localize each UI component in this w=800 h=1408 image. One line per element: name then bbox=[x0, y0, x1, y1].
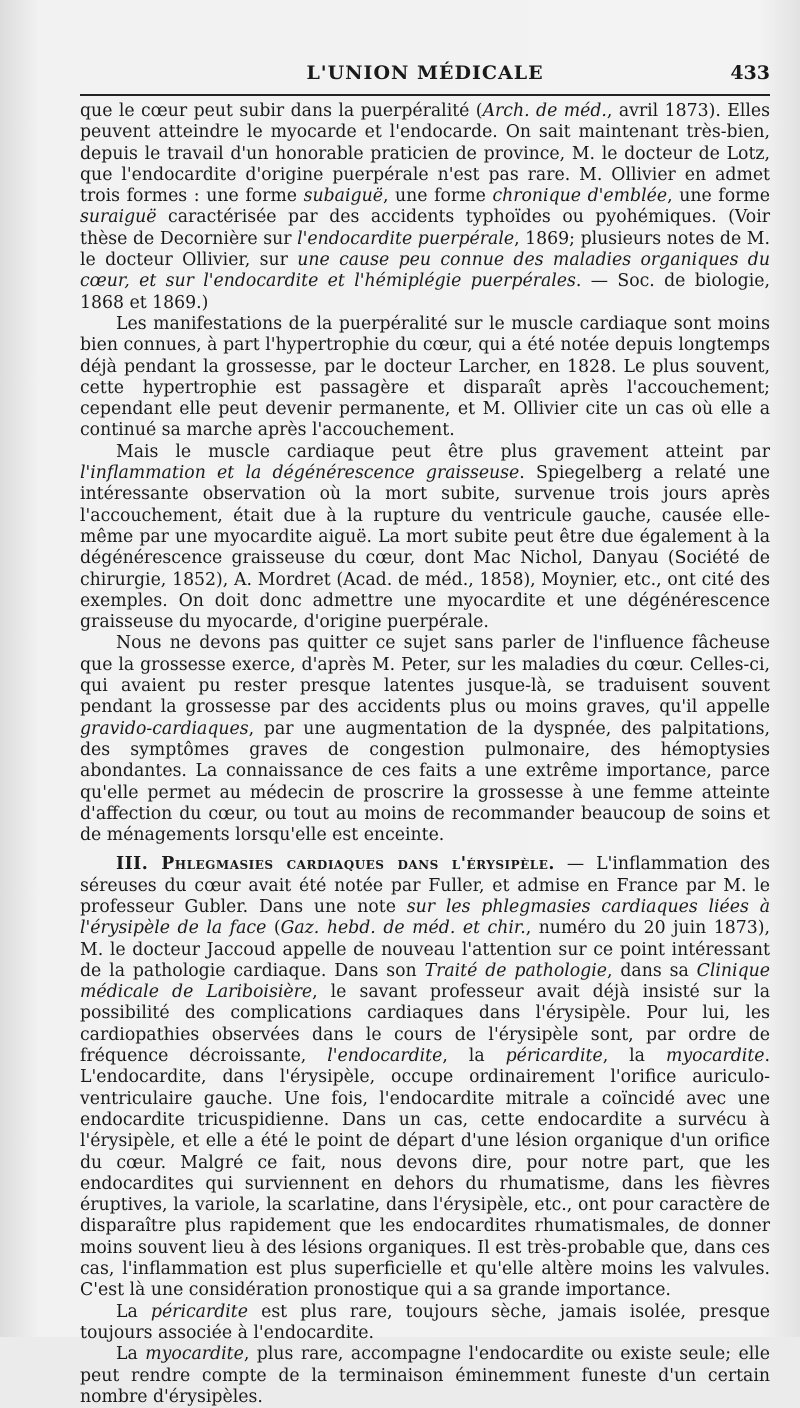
text-run: , la bbox=[602, 1046, 666, 1067]
paragraph-p7 bbox=[80, 1344, 770, 1408]
italic-run: myocardite bbox=[145, 1344, 244, 1365]
italic-run: sur les phlegmasies cardiaques liées à l'érysipèle de la face bbox=[80, 896, 770, 939]
italic-run: suraiguë bbox=[80, 207, 157, 228]
paragraph-p1 bbox=[80, 101, 770, 314]
italic-run: Clinique médicale de Lariboisière bbox=[80, 960, 770, 1003]
article-body bbox=[80, 101, 770, 1408]
italic-run: péricardite bbox=[150, 1301, 248, 1322]
italic-run: chronique d'emblée bbox=[492, 186, 668, 207]
text-run: — L'inflammation des séreuses du cœur avait été notée par Fuller, et admise en France par M. le professeur Gubler. Dans une note bbox=[80, 854, 770, 917]
text-run: que le cœur peut subir dans la puerpéralité ( bbox=[80, 101, 483, 121]
paragraph-p3 bbox=[80, 442, 770, 634]
text-run: . L'endocardite, dans l'érysipèle, occupe ordinairement l'orifice auriculo-ventriculaire gauche. Une fois, l'endocardite mitrale a coïncidé avec une endocardite tricuspidienne. Dans un cas, cette endocardite a survécu à l'érysipèle, et elle a été le point de départ d'une lésion organique d'un orifice du cœur. Malgré ce fait, nous devons dire, pour notre part, que les endocardites qui surviennent en dehors du rhumatisme, dans les fièvres éruptives, la variole, la scarlatine, dans l'érysipèle, etc., ont pour caractère de disparaître plus rapidement que les endocardites rhumatismales, de donner moins souvent lieu à des lésions organiques. Il est très-probable que, dans ces cas, l'inflammation est plus superficielle et qu'elle altère moins les valvules. C'est là une considération pronostique qui a sa grande importance. bbox=[80, 1046, 771, 1301]
text-run: , plus rare, accompagne l'endocardite ou existe seule; elle peut rendre compte de la terminaison éminemment funeste d'un certain nombre d'érysipèles. bbox=[80, 1344, 770, 1407]
italic-run: une cause peu connue des maladies organiques du cœur, et sur l'endocardite et l'hémiplégie puerpérales bbox=[80, 250, 770, 292]
italic-run: l'endocardite puerpérale bbox=[297, 228, 515, 249]
text-run: Nous ne devons pas quitter ce sujet sans parler de l'influence fâcheuse que la grossesse exerce, d'après M. Peter, sur les maladies du cœur. Celles-ci, qui avaient pu rester presque latentes jusque-là, se traduisent souvent pendant la grossesse par des accidents plus ou moins graves, qu'il appelle bbox=[80, 633, 770, 718]
text-run: Mais le muscle cardiaque peut être plus gravement atteint par bbox=[116, 441, 770, 462]
text-run: Les manifestations de la puerpéralité sur le muscle cardiaque sont moins bien connues, à part l'hypertrophie du cœur, qui a été notée depuis longtemps déjà pendant la grossesse, par le docteur Larcher, en 1828. Le plus souvent, cette hypertrophie est passagère et disparaît après l'accouchement; cependant elle peut devenir permanente, et M. Ollivier cite un cas où elle a continué sa marche après l'accouchement. bbox=[80, 313, 770, 441]
text-run: , une forme bbox=[667, 186, 770, 207]
text-run: , 1869; plusieurs notes de M. le docteur Ollivier, sur bbox=[80, 228, 770, 271]
running-title: L'UNION MÉDICALE bbox=[306, 62, 544, 84]
paragraph-p2 bbox=[80, 314, 770, 442]
text-run: , avril 1873). Elles peuvent atteindre le myocarde et l'endocarde. On sait maintenant très-bien, depuis le travail d'un honorable praticien de province, M. le docteur de Lotz, que l'endocardite d'origine puerpérale n'est pas rare. M. Ollivier en admet trois formes : une forme bbox=[80, 101, 771, 207]
paragraph-p5 bbox=[80, 854, 770, 1301]
header-rule bbox=[80, 94, 770, 96]
italic-run: Gaz. hebd. de méd. et chir. bbox=[280, 918, 526, 939]
italic-run: gravido-cardiaques bbox=[80, 718, 249, 739]
text-run: , numéro du 20 juin 1873), M. le docteur Jaccoud appelle de nouveau l'attention sur ce point intéressant de la pathologie cardiaque. Dans son bbox=[80, 918, 770, 981]
italic-run: l'inflammation et la dégénérescence graisseuse bbox=[80, 463, 520, 484]
text-run: , le savant professeur avait déjà insisté sur la possibilité des complications cardiaques dans l'érysipèle. Pour lui, les cardiopathies observées dans le cours de l'érysipèle sont, par ordre de fréquence décroissante, bbox=[80, 982, 770, 1067]
text-run: ( bbox=[266, 918, 281, 939]
section-gap bbox=[80, 846, 770, 854]
italic-run: Traité de pathologie bbox=[424, 960, 607, 981]
italic-run: subaiguë bbox=[303, 186, 383, 207]
italic-run: péricardite bbox=[505, 1046, 603, 1067]
page-header bbox=[80, 62, 770, 92]
text-run: La bbox=[116, 1344, 146, 1365]
paragraph-p6 bbox=[80, 1302, 770, 1345]
italic-run: Arch. de méd. bbox=[482, 101, 607, 121]
text-run: . — Soc. de biologie, 1868 et 1869.) bbox=[80, 271, 770, 313]
text-run: , par une augmentation de la dyspnée, des palpitations, des symptômes graves de congestion pulmonaire, des hémoptysies abondantes. La connaissance de ces faits a une extrême importance, parce qu'elle permet au médecin de proscrire la grossesse à une femme atteinte d'affection du cœur, ou tout au moins de recommander beaucoup de soins et de ménagements lorsqu'elle est enceinte. bbox=[80, 718, 770, 846]
page-number: 433 bbox=[730, 62, 770, 84]
section-heading: III. Phlegmasies cardiaques dans l'érysipèle. bbox=[116, 854, 555, 875]
text-run: , la bbox=[442, 1046, 506, 1067]
italic-run: l'endocardite bbox=[327, 1046, 443, 1067]
text-run: est plus rare, toujours sèche, jamais isolée, presque toujours associée à l'endocardite. bbox=[80, 1301, 770, 1343]
text-run: , dans sa bbox=[606, 960, 697, 981]
italic-run: myocardite bbox=[665, 1046, 765, 1067]
text-run: La bbox=[116, 1301, 151, 1322]
text-run: , une forme bbox=[382, 186, 493, 207]
paragraph-p4 bbox=[80, 633, 770, 846]
text-run: . Spiegelberg a relaté une intéressante observation où la mort subite, survenue trois jours après l'accouchement, était due à la rupture du ventricule gauche, causée elle-même par une myocardite aiguë. La mort subite peut être due également à la dégénérescence graisseuse du cœur, dont Mac Nichol, Danyau (Société de chirurgie, 1852), A. Mordret (Acad. de méd., 1858), Moynier, etc., ont cité des exemples. On doit donc admettre une myocardite et une dégénérescence graisseuse du myocarde, d'origine puerpérale. bbox=[80, 463, 770, 633]
text-run: caractérisée par des accidents typhoïdes ou pyohémiques. (Voir thèse de Decornière sur bbox=[80, 207, 770, 249]
